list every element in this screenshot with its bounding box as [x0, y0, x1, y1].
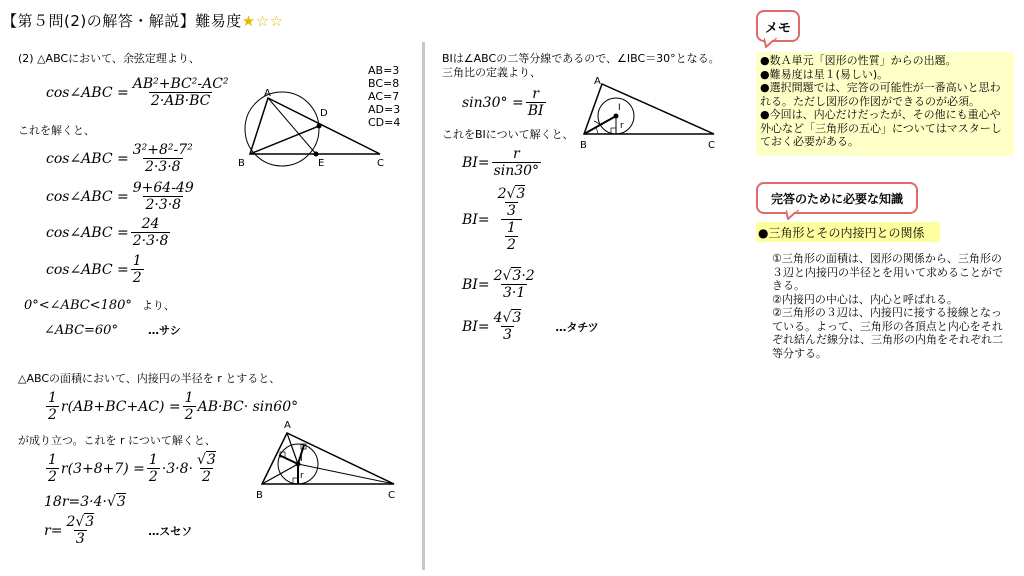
two-d: 2 [493, 268, 503, 284]
middle-intro-1: BIは∠ABCの二等分線であるので、∠IBC＝30°となる。 [442, 52, 720, 65]
given-ab: AB=3 [368, 64, 400, 77]
bi2-den-num: 1 [506, 220, 516, 236]
knowledge-tag-pointer [786, 210, 800, 220]
sqrt3-d: 3 [516, 186, 526, 202]
eq5-lhs: cos∠ABC = [46, 261, 129, 278]
eq4-num: 24 [141, 216, 160, 232]
bi-lhs-3: BI= [462, 276, 490, 293]
middle-intro-2: 三角比の定義より、 [442, 66, 541, 79]
figure-triangle-circle [234, 84, 394, 174]
knowledge-tag: 完答のために必要な知識 [756, 182, 918, 214]
eq3-num: 9+64-49 [132, 180, 194, 196]
equation-cos-def [46, 76, 233, 109]
bi-equation-1 [462, 146, 543, 179]
bi-lhs-2: BI= [462, 211, 490, 228]
half-num-4: 1 [148, 452, 158, 468]
bi4-num: 4 [493, 310, 503, 326]
r-equation-3: r= $\frac{2√3}{3}$ …スセソ [44, 514, 193, 547]
answer-tachitsu: …タチツ [555, 320, 599, 334]
bi-equation-4: BI= $\frac{4√3}{3}$ …タチツ [462, 310, 599, 343]
memo-line-4: ●今回は、内心だけだったが、その他にも重心や外心など「三角形の五心」についてはマスターしておく必要がある。 [760, 108, 1002, 148]
label-b: B [256, 490, 263, 500]
label-d: D [320, 108, 328, 119]
bi-equation-2: BI= $\frac{\frac{2√3}{3}}{\frac{1}{2}}$ [462, 186, 526, 253]
given-bc: BC=8 [368, 77, 400, 90]
middle-solve: これをBIについて解くと、 [442, 128, 574, 141]
area-intro: △ABCの面積において、内接円の半径を r とすると、 [18, 372, 281, 385]
label-a: A [594, 76, 601, 87]
given-ad: AD=3 [368, 103, 401, 116]
eq1-num: AB²+BC²-AC² [132, 76, 229, 92]
given-cd: CD=4 [368, 116, 401, 129]
bi-lhs-4: BI= [462, 318, 490, 335]
label-b: B [580, 140, 587, 151]
memo-line-3: ●選択問題では、完答の可能性が一番高いと思われる。ただし図形の作図ができるのが必須。 [760, 81, 1001, 108]
sin-den: BI [527, 103, 544, 119]
knowledge-line-3: ②三角形の３辺は、内接円に接する接線となっている。よって、三角形の各頂点と内心をそれぞれ結んだ線分は、三角形の内角をそれぞれ二等分する。 [772, 306, 1003, 360]
angle-result: ∠ABC=60° [44, 322, 118, 338]
label-e: E [318, 158, 325, 169]
figure-incircle-lower [254, 418, 404, 500]
figure-incircle-middle [578, 76, 723, 152]
eq4-lhs: cos∠ABC = [46, 224, 129, 241]
eq2-num: 3²+8²-7² [132, 142, 193, 158]
r-equation-1: $\frac{1}{2}$ r(3+8+7) = $\frac{1}{2}$ ·3·8· $\frac{√3}{2}$ [48, 452, 216, 485]
two-b: 2 [66, 514, 76, 530]
sin-num: r [532, 86, 539, 102]
bi-equation-3: BI= $\frac{2√3\cdot 2}{3\cdot 1}$ [462, 268, 535, 301]
column-divider [422, 42, 425, 570]
bi3-num-tail: ·2 [521, 268, 535, 284]
memo-tag-pointer [764, 38, 778, 48]
area-eq-left: r(AB+BC+AC) = [60, 398, 181, 415]
bi2-num-den: 3 [506, 203, 516, 219]
equation-cos-5 [46, 253, 146, 286]
range-expr: 0°<∠ABC<180° [24, 298, 132, 313]
eq2-den: 2·3·8 [144, 159, 181, 175]
eq1-den: 2·AB·BC [150, 93, 211, 109]
bi2-den-den: 2 [506, 237, 516, 253]
label-i: I [618, 103, 621, 113]
eq3-den: 2·3·8 [145, 197, 182, 213]
circumscribed-circle [245, 92, 319, 166]
sqrt3-b: 3 [116, 494, 126, 510]
half-den-3: 2 [48, 469, 57, 485]
eq-r1-left: r(3+8+7) = [60, 460, 145, 477]
half-den-2: 2 [184, 407, 194, 423]
eq5-num: 1 [132, 253, 142, 269]
memo-tag: メモ [756, 10, 800, 42]
difficulty-stars: ★☆☆ [241, 12, 284, 30]
label-c: C [388, 490, 395, 500]
answer-sashi: …サシ [147, 324, 181, 337]
half-num: 1 [48, 390, 57, 406]
eq3-lhs: cos∠ABC = [46, 188, 129, 205]
equation-cos-2 [46, 142, 197, 175]
eq5-den: 2 [132, 270, 142, 286]
equation-cos-3 [46, 180, 198, 213]
segment-bd [250, 126, 319, 154]
equation-cos-4 [46, 216, 172, 249]
r-equation-2: 18r=3·4· √3 [44, 494, 126, 510]
eq-r1-mid: ·3·8· [161, 460, 193, 477]
range-line [24, 298, 175, 313]
label-r: r [300, 471, 304, 481]
sqrt3-c: 3 [85, 514, 95, 530]
eq-18r: 18r=3·4· [44, 494, 107, 510]
page-title [2, 10, 284, 31]
sqrt3-a: 3 [206, 452, 216, 468]
area-eq-right: AB·BC· sin60° [197, 398, 299, 415]
two-c: 2 [497, 186, 507, 202]
label-a: A [264, 88, 271, 99]
bi4-den: 3 [502, 327, 512, 343]
memo-box [756, 52, 1014, 156]
segment-ae [268, 98, 316, 154]
eq1-lhs: cos∠ABC = [46, 84, 129, 101]
two-a: 2 [201, 469, 211, 485]
range-suffix: より、 [141, 298, 175, 312]
knowledge-line-2: ②内接円の中心は、内心と呼ばれる。 [772, 292, 958, 306]
point-d [317, 124, 322, 129]
eq4-den: 2·3·8 [132, 233, 169, 249]
sin-equation [462, 86, 548, 119]
label-c: C [708, 140, 715, 151]
label-r: r [620, 121, 624, 131]
knowledge-line-1: ①三角形の面積は、図形の関係から、三角形の３辺と内接円の半径とを用いて求めることができる。 [772, 252, 1003, 292]
knowledge-subheading: ●三角形とその内接円との関係 [756, 222, 940, 242]
bi1-den: sin30° [493, 163, 540, 179]
given-ac: AC=7 [368, 90, 400, 103]
bi3-den: 3·1 [502, 285, 526, 301]
triangle-middle [584, 84, 714, 134]
r-eq: r= [44, 522, 63, 539]
intro-text: (2) △ABCにおいて、余弦定理より、 [18, 52, 200, 65]
label-b: B [238, 158, 245, 169]
bi-lhs-1: BI= [462, 154, 490, 171]
knowledge-body [772, 252, 1008, 360]
bi1-num: r [512, 146, 520, 162]
title-text: 【第５問(2)の解答・解説】難易度 [2, 12, 242, 30]
holds-text: が成り立つ。これを r について解くと、 [18, 434, 216, 447]
r-den: 3 [75, 531, 85, 547]
solve-text: これを解くと、 [18, 124, 95, 137]
half-num-3: 1 [48, 452, 57, 468]
memo-line-1: ●数Ａ単元「図形の性質」からの出題。 [760, 54, 957, 67]
memo-line-2: ●難易度は星１(易しい)。 [760, 67, 889, 81]
point-e [314, 152, 319, 157]
sqrt3-f: 3 [512, 310, 522, 326]
sqrt3-e: 3 [512, 268, 522, 284]
half-num-2: 1 [184, 390, 194, 406]
sin-lhs: sin30° = [462, 94, 524, 111]
half-den-4: 2 [148, 469, 158, 485]
angle-result-line [44, 322, 181, 338]
label-i: I [300, 454, 303, 464]
label-c: C [377, 158, 384, 169]
answer-suseso: …スセソ [148, 524, 193, 538]
eq2-lhs: cos∠ABC = [46, 150, 129, 167]
label-a: A [284, 420, 291, 431]
half-den: 2 [48, 407, 57, 423]
